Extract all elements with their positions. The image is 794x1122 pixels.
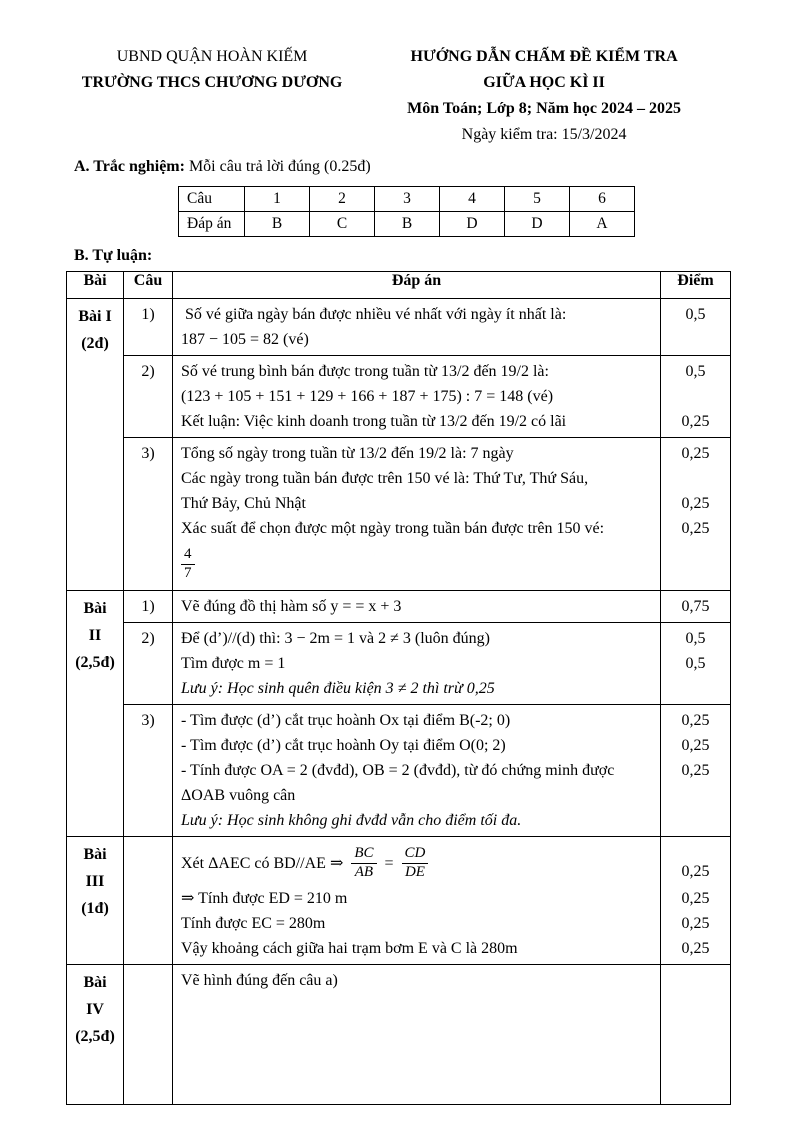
- question-number-cell: 3): [124, 705, 173, 837]
- doc-subtitle: GIỮA HỌC KÌ II: [483, 74, 605, 91]
- essay-column-header: Câu: [124, 272, 173, 299]
- exercise-label-line: Bài I: [78, 308, 112, 325]
- points-cell: [661, 705, 731, 837]
- mcq-answer-table: [178, 186, 635, 237]
- org-name: UBND QUẬN HOÀN KIẾM: [116, 48, 308, 65]
- mcq-answer-cell: 1: [245, 187, 310, 212]
- point-line: 0,5: [685, 363, 706, 380]
- header-right-block: [358, 44, 730, 148]
- answer-cell: [173, 837, 661, 965]
- answer-cell: [173, 356, 661, 438]
- question-number-cell: [124, 837, 173, 965]
- exercise-label-line: Bài: [83, 974, 107, 991]
- point-line: [663, 968, 728, 993]
- point-line: [663, 783, 728, 808]
- question-number-cell: 1): [124, 299, 173, 356]
- point-line: [663, 541, 728, 587]
- answer-cell: [173, 299, 661, 356]
- fraction-denominator: DE: [404, 863, 425, 880]
- doc-title: HƯỚNG DẪN CHẤM ĐỀ KIỂM TRA: [410, 48, 678, 65]
- question-number-cell: 2): [124, 623, 173, 705]
- math-text: Xét ΔAEC có BD//AE ⇒: [181, 854, 348, 872]
- exercise-label-line: Bài: [83, 846, 107, 863]
- answer-line: Thứ Bảy, Chủ Nhật: [181, 495, 306, 512]
- essay-row: [67, 965, 731, 1105]
- answer-line: Xác suất để chọn được một ngày trong tuần bán được trên 150 vé:: [181, 520, 605, 537]
- question-number-cell: [124, 965, 173, 1105]
- subject-line: Môn Toán; Lớp 8; Năm học 2024 – 2025: [407, 100, 681, 117]
- exam-date: Ngày kiểm tra: 15/3/2024: [461, 126, 627, 143]
- essay-row: [67, 623, 731, 705]
- essay-row: [67, 299, 731, 356]
- exercise-label-line: (2,5đ): [75, 654, 115, 671]
- answer-line: Lưu ý: Học sinh không ghi đvđd vẫn cho điểm tối đa.: [181, 812, 522, 829]
- point-line: [663, 676, 728, 701]
- point-line: 0,25: [681, 737, 710, 754]
- mcq-row-label: Câu: [179, 187, 245, 212]
- point-line: 0,25: [681, 940, 710, 957]
- answer-line: - Tìm được (d’) cắt trục hoành Oy tại điểm O(0; 2): [181, 737, 506, 754]
- answer-cell: [173, 623, 661, 705]
- essay-row: [67, 591, 731, 623]
- section-a-heading: [66, 154, 730, 180]
- point-line: 0,5: [685, 630, 706, 647]
- essay-column-header: Đáp án: [173, 272, 661, 299]
- exercise-label-line: II: [88, 627, 102, 644]
- mcq-answer-cell: D: [505, 212, 570, 237]
- essay-table-body: [67, 299, 731, 1105]
- document-header: [66, 44, 730, 148]
- answer-cell: [173, 591, 661, 623]
- mcq-answer-cell: B: [375, 212, 440, 237]
- points-cell: [661, 965, 731, 1105]
- mcq-answer-cell: D: [440, 212, 505, 237]
- point-line: 0,25: [681, 413, 710, 430]
- essay-table-head: [67, 272, 731, 299]
- exercise-label-cell: [67, 837, 124, 965]
- mcq-answer-cell: B: [245, 212, 310, 237]
- mcq-answer-cell: 2: [310, 187, 375, 212]
- points-cell: [661, 623, 731, 705]
- fraction: [351, 845, 376, 881]
- fraction: [181, 546, 195, 582]
- exercise-label-line: III: [85, 873, 105, 890]
- mcq-answer-cell: 6: [570, 187, 635, 212]
- answer-line-math: [181, 840, 654, 886]
- fraction-denominator: AB: [354, 863, 374, 880]
- point-line: 0,25: [681, 495, 710, 512]
- points-cell: [661, 438, 731, 591]
- mcq-table-body: [179, 187, 635, 237]
- point-line: 0,5: [685, 655, 706, 672]
- answer-cell: [173, 705, 661, 837]
- answer-line: Vẽ hình đúng đến câu a): [181, 972, 338, 989]
- exercise-label-line: (2đ): [81, 335, 109, 352]
- answer-line: Các ngày trong tuần bán được trên 150 vé là: Thứ Tư, Thứ Sáu,: [181, 470, 589, 487]
- answer-line: Để (d’)//(d) thì: 3 − 2m = 1 và 2 ≠ 3 (luôn đúng): [181, 630, 490, 647]
- mcq-answer-cell: 4: [440, 187, 505, 212]
- answer-line: 187 − 105 = 82 (vé): [181, 331, 309, 348]
- mcq-answer-cell: A: [570, 212, 635, 237]
- point-line: 0,25: [681, 762, 710, 779]
- point-line: [663, 466, 728, 491]
- point-line: 0,25: [681, 890, 710, 907]
- answer-line: (123 + 105 + 151 + 129 + 166 + 187 + 175) : 7 = 148 (vé): [181, 388, 554, 405]
- essay-row: [67, 438, 731, 591]
- mcq-answer-cell: 5: [505, 187, 570, 212]
- point-line: 0,25: [681, 520, 710, 537]
- points-cell: [661, 837, 731, 965]
- answer-line: Kết luận: Việc kinh doanh trong tuần từ 13/2 đến 19/2 có lãi: [181, 413, 567, 430]
- section-a-subtitle: Mỗi câu trả lời đúng (0.25đ): [184, 158, 371, 175]
- exercise-label-line: (1đ): [81, 900, 109, 917]
- point-line: 0,25: [681, 712, 710, 729]
- answer-line: Tính được EC = 280m: [181, 915, 326, 932]
- points-cell: [661, 299, 731, 356]
- answer-line: Vậy khoảng cách giữa hai trạm bơm E và C là 280m: [181, 940, 518, 957]
- essay-row: [67, 356, 731, 438]
- fraction-numerator: 4: [181, 546, 195, 564]
- exercise-label-line: IV: [86, 1001, 104, 1018]
- answer-cell: [173, 965, 661, 1105]
- essay-column-header: Điểm: [661, 272, 731, 299]
- point-line: [663, 808, 728, 833]
- section-b-title: B. Tự luận:: [74, 247, 153, 264]
- essay-column-header: Bài: [67, 272, 124, 299]
- question-number-cell: 3): [124, 438, 173, 591]
- exercise-label-cell: [67, 965, 124, 1105]
- fraction-denominator: 7: [184, 564, 192, 581]
- question-number-cell: 2): [124, 356, 173, 438]
- point-line: 0,25: [681, 863, 710, 880]
- math-equals: =: [380, 854, 398, 872]
- answer-line: Tổng số ngày trong tuần từ 13/2 đến 19/2 là: 7 ngày: [181, 445, 514, 462]
- section-a-title: A. Trắc nghiệm:: [74, 158, 185, 175]
- point-line: 0,25: [681, 915, 710, 932]
- answer-line: Lưu ý: Học sinh quên điều kiện 3 ≠ 2 thì trừ 0,25: [181, 680, 495, 697]
- mcq-answer-cell: C: [310, 212, 375, 237]
- exercise-label-cell: [67, 299, 124, 591]
- point-line: [663, 384, 728, 409]
- points-cell: [661, 591, 731, 623]
- answer-line: Số vé giữa ngày bán được nhiều vé nhất với ngày ít nhất là:: [181, 306, 567, 323]
- essay-header-row: [67, 272, 731, 299]
- point-line: 0,25: [681, 445, 710, 462]
- point-line: 0,75: [681, 598, 710, 615]
- school-name: TRƯỜNG THCS CHƯƠNG DƯƠNG: [81, 74, 343, 91]
- essay-row: [67, 837, 731, 965]
- mcq-answer-cell: 3: [375, 187, 440, 212]
- answer-line: Số vé trung bình bán được trong tuần từ 13/2 đến 19/2 là:: [181, 363, 549, 380]
- answer-cell: [173, 438, 661, 591]
- answer-line-fraction: [181, 541, 654, 587]
- answer-line: ⇒ Tính được ED = 210 m: [181, 890, 348, 907]
- answer-line: Tìm được m = 1: [181, 655, 286, 672]
- exercise-label-line: (2,5đ): [75, 1028, 115, 1045]
- point-line: 0,5: [685, 306, 706, 323]
- point-line: [663, 327, 728, 352]
- fraction: [402, 845, 429, 881]
- mcq-row: [179, 187, 635, 212]
- fraction-numerator: BC: [351, 845, 376, 863]
- mcq-row-label: Đáp án: [179, 212, 245, 237]
- answer-line: - Tìm được (d’) cắt trục hoành Ox tại điểm B(-2; 0): [181, 712, 511, 729]
- answer-line: ΔOAB vuông cân: [181, 787, 296, 804]
- essay-answer-table: [66, 271, 731, 1105]
- essay-row: [67, 705, 731, 837]
- exercise-label-line: Bài: [83, 600, 107, 617]
- answer-line: - Tính được OA = 2 (đvđd), OB = 2 (đvđd), từ đó chứng minh được: [181, 762, 615, 779]
- points-cell: [661, 356, 731, 438]
- question-number-cell: 1): [124, 591, 173, 623]
- mcq-row: [179, 212, 635, 237]
- exercise-label-cell: [67, 591, 124, 837]
- fraction-numerator: CD: [402, 845, 429, 863]
- answer-line: Vẽ đúng đồ thị hàm số y = = x + 3: [181, 598, 402, 615]
- header-left-block: [66, 44, 358, 148]
